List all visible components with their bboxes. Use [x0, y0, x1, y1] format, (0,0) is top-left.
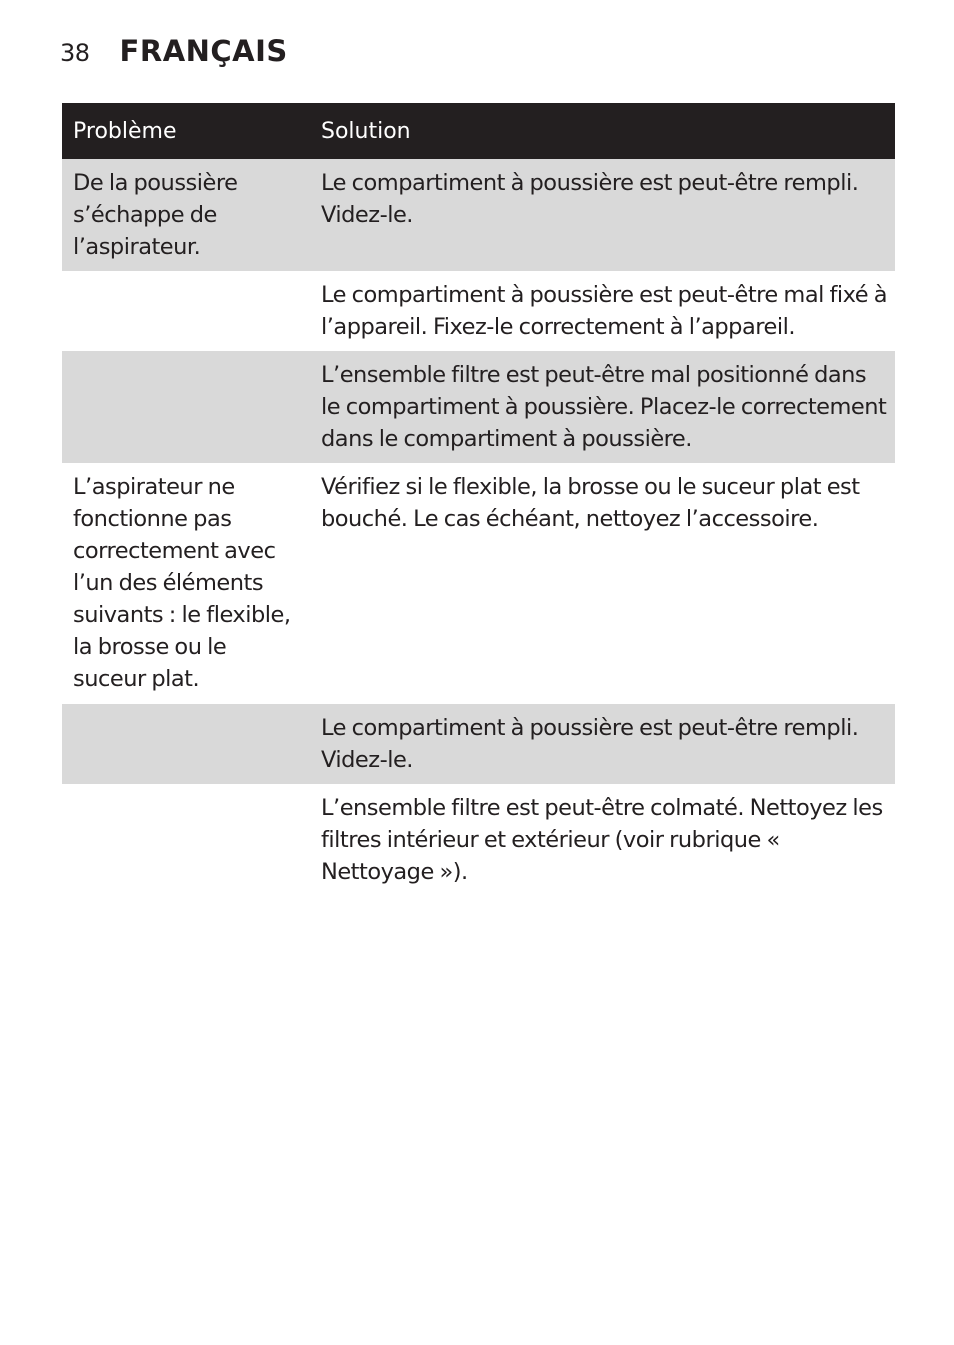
problem-cell: [62, 704, 310, 784]
page-header: [60, 34, 288, 74]
column-header-solution: Solution: [310, 103, 895, 159]
problem-cell: [62, 351, 310, 463]
table-row: [62, 463, 895, 704]
problem-cell: [62, 784, 310, 896]
problem-cell: De la poussière s’échappe de l’aspirateur.: [62, 159, 310, 271]
table-row: [62, 271, 895, 351]
table-row: [62, 351, 895, 463]
solution-cell: Le compartiment à poussière est peut-être rempli. Videz-le.: [310, 159, 895, 271]
solution-cell: L’ensemble filtre est peut-être mal positionné dans le compartiment à poussière. Placez-le correctement dans le compartiment à poussière.: [310, 351, 895, 463]
solution-cell: Le compartiment à poussière est peut-être mal fixé à l’appareil. Fixez-le correctement à l’appareil.: [321, 282, 888, 340]
problem-cell: L’aspirateur ne fonctionne pas correctement avec l’un des éléments suivants : le flexible, la brosse ou le suceur plat.: [73, 474, 291, 692]
solution-cell: L’ensemble filtre est peut-être colmaté. Nettoyez les filtres intérieur et extérieur (voir rubrique « Nettoyage »).: [321, 795, 883, 885]
problem-cell: [62, 271, 310, 351]
table-row: [62, 159, 895, 271]
page-number: 38: [60, 39, 90, 67]
section-title: FRANÇAIS: [119, 34, 288, 68]
column-header-problem: Problème: [62, 103, 310, 159]
table-row: [62, 704, 895, 784]
table-header-row: [62, 103, 895, 159]
table-row: [62, 784, 895, 896]
solution-cell: Vérifiez si le flexible, la brosse ou le suceur plat est bouché. Le cas échéant, nettoyez l’accessoire.: [321, 474, 860, 532]
troubleshooting-table: [62, 103, 895, 896]
solution-cell: Le compartiment à poussière est peut-être rempli. Videz-le.: [310, 704, 895, 784]
